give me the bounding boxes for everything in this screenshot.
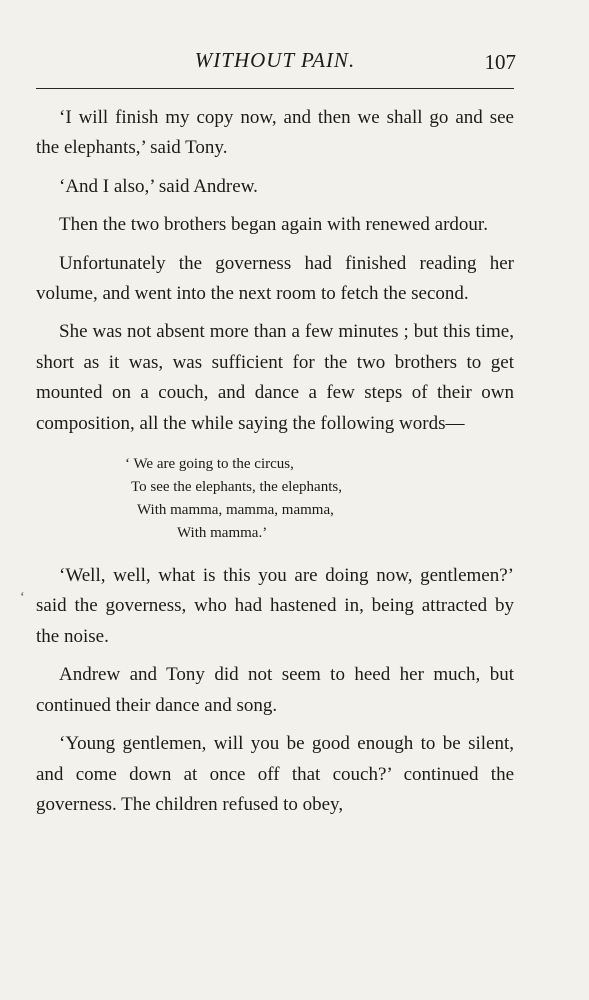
verse-line: With mamma, mamma, mamma, xyxy=(137,502,334,519)
paragraph: ‘I will finish my copy now, and then we shall go and see the elephants,’ said Tony. xyxy=(36,107,514,159)
paragraph: Andrew and Tony did not seem to heed her much, but continued their dance and song. xyxy=(36,664,514,716)
paragraph: ‘Well, well, what is this you are doing now, gentlemen?’ said the governess, who had hastened in, being attracted by the noise. xyxy=(36,565,514,647)
paragraph: Then the two brothers began again with renewed ardour. xyxy=(59,214,488,236)
page-number: 107 xyxy=(484,50,516,74)
verse-line: ‘ We are going to the circus, xyxy=(125,456,294,473)
paragraph: She was not absent more than a few minutes ; but this time, short as it was, was sufficient for the two brothers to get mounted on a couch, and dance a few steps of their own composition, all the while saying the following words— xyxy=(36,321,514,434)
verse-block xyxy=(36,453,514,545)
verse-line: With mamma.’ xyxy=(177,525,268,542)
verse-line: To see the elephants, the elephants, xyxy=(131,479,342,496)
paragraph: ‘And I also,’ said Andrew. xyxy=(59,175,258,197)
header-rule xyxy=(36,88,514,89)
body-text xyxy=(36,103,514,828)
margin-mark: ‘ xyxy=(20,590,25,605)
paragraph: Unfortunately the governess had finished reading her volume, and went into the next room to fetch the second. xyxy=(36,252,514,305)
paragraph: ‘Young gentlemen, will you be good enough to be silent, and come down at once off that couch?’ continued the governess. The children refused to obey, xyxy=(36,733,514,815)
running-title: WITHOUT PAIN. xyxy=(194,48,356,72)
running-head xyxy=(36,44,514,80)
